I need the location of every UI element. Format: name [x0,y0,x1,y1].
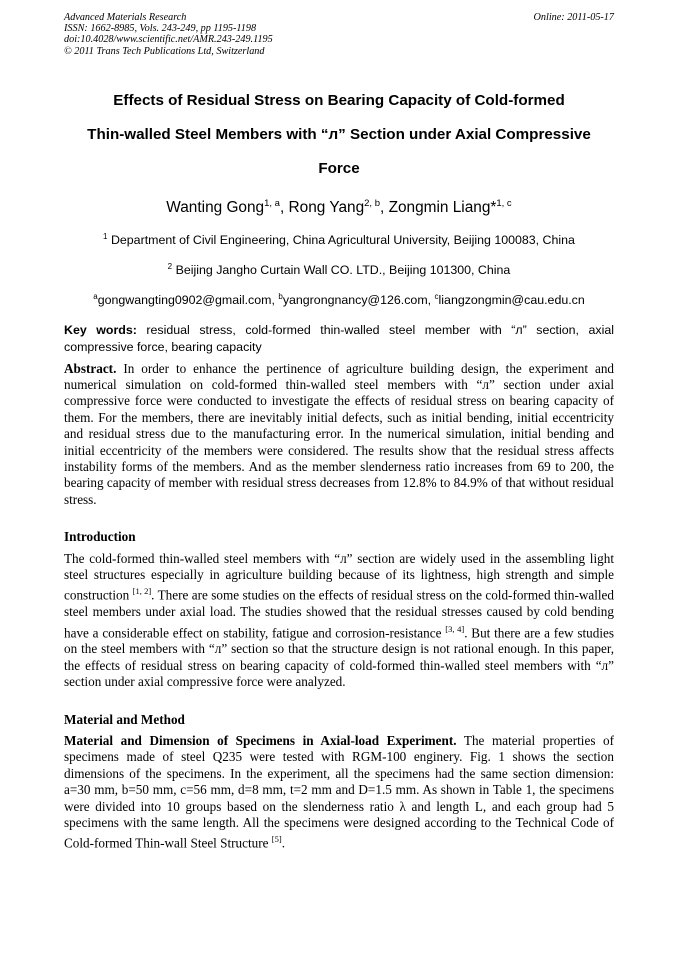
abstract-text: In order to enhance the pertinence of agriculture building design, the experiment and numerical simulation on cold-formed thin-walled steel members with “л” section under axial compressive force were conducted to investigate the effects of residual stress on bearing capacity of them. For the members, there are inevitably initial defects, such as initial bending, initial eccentricity and residual stress due to the manufacturing error. In the numerical simulation, initial bending and initial eccentricity of the members were considered. The results show that the residual stress affects instability forms of the members. And as the member slenderness ratio increases from 69 to 200, the bearing capacity of member with residual stress decreases from 12.8% to 84.9% of that without residual stress. [64,360,615,507]
paper-page [64,12,614,852]
affiliation-2 [64,258,614,279]
author-2-affil: 2, b [364,198,380,209]
method-text: The material properties of specimens made of steel Q235 were tested with RGM-100 enginery. Fig. 1 shows the section dimensions of the specimens. In the experiment, all the specimens had the same section dimension: a=30 mm, b=50 mm, c=56 mm, d=8 mm, t=2 mm and D=1.5 mm. As shown in Table 1, the specimens were divided into 10 groups based on the slenderness ratio λ and length L, and each group had 5 specimens with the same length. All the specimens were designed according to the Technical Code of Cold-formed Thin-wall Steel Structure [64,733,615,851]
title-line-3: Force [318,160,360,177]
author-3: Zongmin Liang* [388,199,497,217]
method-citation[interactable]: [5] [271,834,282,845]
keywords-label: Key words: [64,322,137,337]
keywords-text: residual stress, cold-formed thin-walled steel member with “л” section, axial compressive force, bearing capacity [64,322,614,354]
abstract [64,361,614,509]
email-list [64,288,614,309]
title-line-1: Effects of Residual Stress on Bearing Capacity of Cold-formed [113,92,565,109]
affiliation-1-text: Department of Civil Engineering, China Agricultural University, Beijing 100083, China [110,233,575,248]
intro-citation-2[interactable]: [3, 4] [445,623,465,634]
keywords [64,322,614,356]
intro-text-2: . There are some studies on the effects of residual stress on the cold-formed thin-walled steel members under axial load. The studies showed that the residual stresses caused by cold bending have a considerable effect on stability, fatigue and corrosion-resistance [64,587,614,640]
method-paragraph [64,733,614,852]
affiliation-2-text: Beijing Jangho Curtain Wall CO. LTD., Beijing 101300, China [175,263,511,278]
author-2: Rong Yang [288,199,365,217]
title-line-2: Thin-walled Steel Members with “л” Section under Axial Compressive [87,126,591,143]
method-heading: Material and Method [64,711,185,727]
paper-title [64,84,614,186]
email-a-mark: a [93,292,98,302]
method-subheading: Material and Dimension of Specimens in Axial-load Experiment. [64,733,457,748]
intro-citation-1[interactable]: [1, 2] [132,586,152,597]
journal-issn: ISSN: 1662-8985, Vols. 243-249, pp 1195-1198 [64,23,257,35]
journal-name: Advanced Materials Research [64,12,187,23]
author-3-affil: 1, c [496,198,512,209]
email-b-mark: b [278,292,283,302]
email-c[interactable]: liangzongmin@cau.edu.cn [438,293,585,308]
abstract-label: Abstract. [64,360,117,376]
author-1: Wanting Gong [166,199,265,217]
intro-text-1: The cold-formed thin-walled steel members with “л” section are widely used in the assembling light steel structures especially in agriculture building because of its lightness, high strength and simple construction [64,550,614,603]
journal-copyright: © 2011 Trans Tech Publications Ltd, Switzerland [64,45,265,57]
affiliation-1 [64,228,614,249]
author-list: Wanting Gong$^{1, a}$, Rong Yang$^{2, b}$, Zongmin Liang*$^{1, c}$ [166,198,512,217]
affiliation-2-mark: 2 [167,262,173,272]
method-end: . [281,835,285,851]
introduction-heading: Introduction [64,529,136,545]
introduction-paragraph [64,551,614,691]
intro-text-3: . But there are a few studies on the steel members with “л” section so that the structure design is not rational enough. In this paper, the effects of residual stress on bearing capacity of cold-formed thin-walled steel members with “л” section under axial compressive force were analyzed. [64,624,615,690]
email-a[interactable]: gongwangting0902@gmail.com, [97,293,275,308]
email-b[interactable]: yangrongnancy@126.com, [282,293,432,308]
online-date: Online: 2011-05-17 [533,12,614,23]
email-c-mark: c [434,292,439,302]
journal-doi: doi:10.4028/www.scientific.net/AMR.243-249.1195 [64,34,273,46]
affiliation-1-mark: 1 [103,232,108,242]
journal-header [64,12,614,64]
author-1-affil: 1, a [264,198,280,209]
